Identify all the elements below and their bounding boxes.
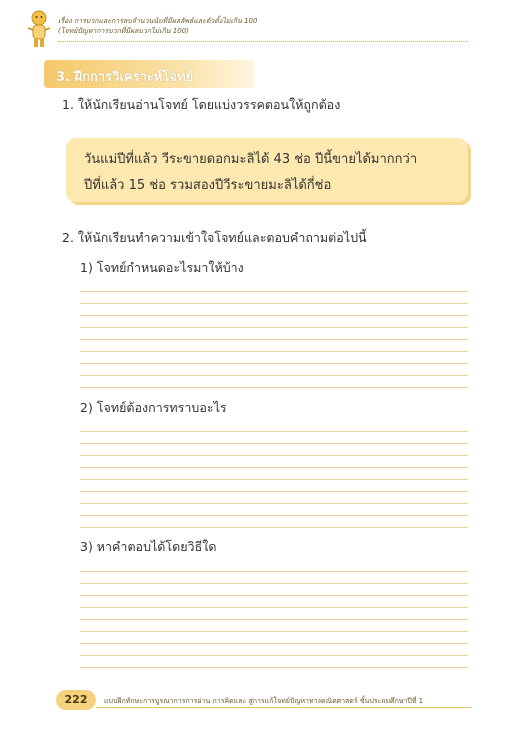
question-1: 1. ให้นักเรียนอ่านโจทย์ โดยแบ่งวรรคตอนให้ถูกต้อง [62, 97, 341, 112]
problem-line-1: วันแม่ปีที่แล้ว วีระขายดอกมะลิได้ 43 ช่อ ปีนี้ขายได้มากกว่า [84, 152, 418, 167]
subquestion-2: 2) โจทย์ต้องการทราบอะไร [80, 400, 227, 415]
footer-divider [96, 707, 472, 708]
footer-text: แบบฝึกทักษะการบูรณาการการอ่าน การคิดและ สู่การแก้โจทย์ปัญหาทางคณิตศาสตร์ ชั้นประถมศึกษาปีที่ 1 [104, 697, 424, 705]
page-number: 222 [56, 690, 96, 710]
question-2: 2. ให้นักเรียนทำความเข้าใจโจทย์และตอบคำถามต่อไปนี้ [62, 230, 367, 245]
answer-lines-1[interactable] [80, 280, 468, 388]
subquestion-1: 1) โจทย์กำหนดอะไรมาให้บ้าง [80, 260, 244, 275]
subquestion-3: 3) หาคำตอบได้โดยวิธีใด [80, 539, 217, 554]
mascot-icon [24, 8, 54, 50]
answer-lines-3[interactable] [80, 560, 468, 668]
header-divider [58, 41, 468, 42]
problem-box [66, 138, 468, 202]
header-line-1: เรื่อง การบวกและการลบจำนวนนับที่มีผลลัพธ์และตัวตั้งไม่เกิน 100 [58, 17, 258, 25]
section-title-text: 3. ฝึกการวิเคราะห์โจทย์ [56, 70, 194, 85]
problem-line-2: ปีที่แล้ว 15 ช่อ รวมสองปีวีระขายมะลิได้กี่ช่อ [84, 178, 332, 193]
header-line-2: (โจทย์ปัญหาการบวกที่มีผลบวกไม่เกิน 100) [58, 27, 189, 35]
section-title [44, 60, 254, 88]
answer-lines-2[interactable] [80, 420, 468, 528]
header [58, 16, 257, 36]
